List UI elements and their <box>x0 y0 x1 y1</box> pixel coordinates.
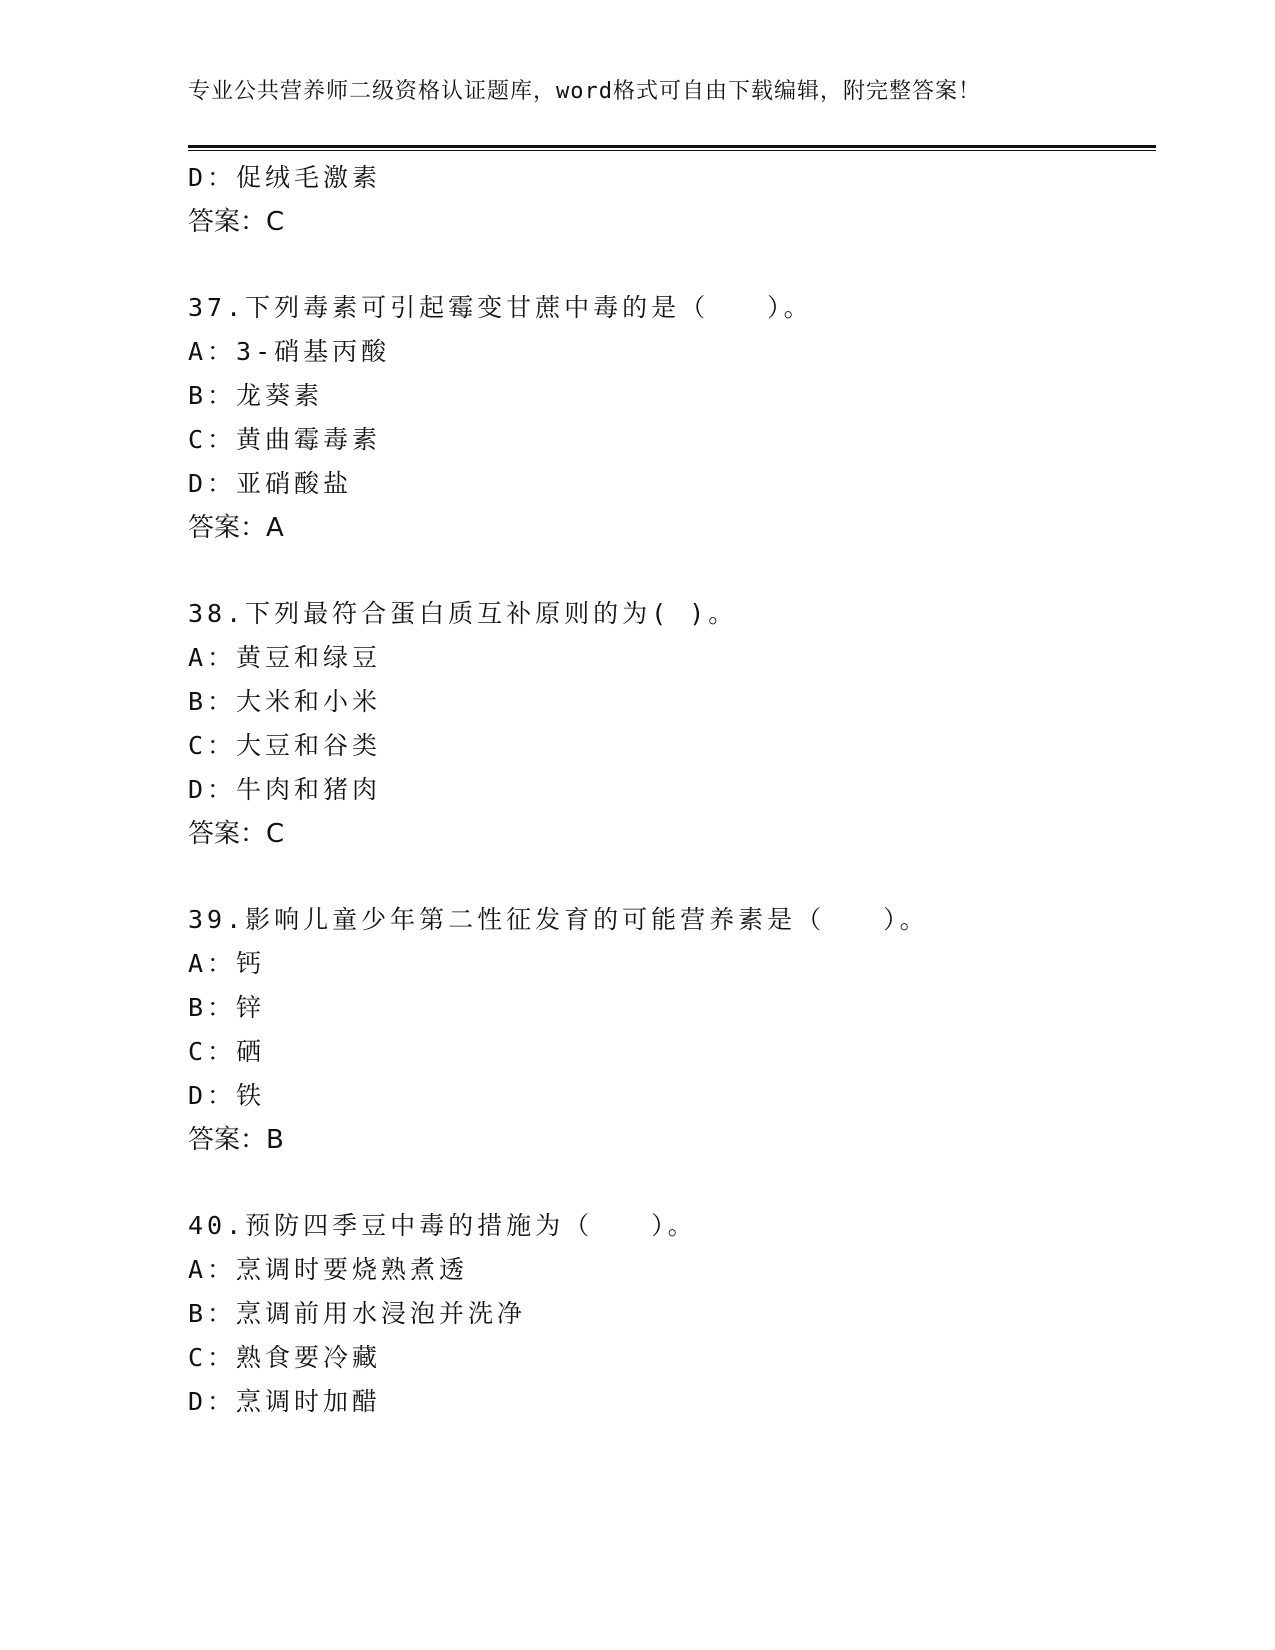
question-37-option-a: A：3-硝基丙酸 <box>188 337 391 366</box>
prev-answer: 答案：C <box>188 207 285 237</box>
question-39-stem: 39.影响儿童少年第二性征发育的可能营养素是（ ）。 <box>188 905 929 934</box>
question-39-option-a: A：钙 <box>188 949 266 978</box>
question-37-answer: 答案：A <box>188 513 284 543</box>
question-40-option-a: A：烹调时要烧熟煮透 <box>188 1255 469 1284</box>
question-38-answer: 答案：C <box>188 819 285 849</box>
question-37-option-d: D：亚硝酸盐 <box>188 469 353 498</box>
question-39-option-c: C：硒 <box>188 1037 266 1066</box>
question-38-stem: 38.下列最符合蛋白质互补原则的为( )。 <box>188 599 738 628</box>
question-38-option-c: C：大豆和谷类 <box>188 731 382 760</box>
header-rule-thin <box>188 150 1156 151</box>
question-40-option-b: B：烹调前用水浸泡并洗净 <box>188 1299 527 1328</box>
prev-option-d: D：促绒毛激素 <box>188 163 382 192</box>
question-37-option-b: B：龙葵素 <box>188 381 324 410</box>
question-40-option-c: C：熟食要冷藏 <box>188 1343 382 1372</box>
question-39-option-b: B：锌 <box>188 993 266 1022</box>
question-39-answer: 答案：B <box>188 1125 284 1155</box>
question-37-option-c: C：黄曲霉毒素 <box>188 425 382 454</box>
question-39-option-d: D：铁 <box>188 1081 266 1110</box>
page-header: 专业公共营养师二级资格认证题库，word格式可自由下载编辑，附完整答案！ <box>188 79 981 104</box>
question-38-option-b: B：大米和小米 <box>188 687 382 716</box>
header-rule-thick <box>188 145 1156 148</box>
question-38-option-a: A：黄豆和绿豆 <box>188 643 382 672</box>
question-38-option-d: D：牛肉和猪肉 <box>188 775 382 804</box>
question-40-stem: 40.预防四季豆中毒的措施为（ ）。 <box>188 1211 697 1240</box>
question-40-option-d: D：烹调时加醋 <box>188 1387 382 1416</box>
question-37-stem: 37.下列毒素可引起霉变甘蔗中毒的是（ ）。 <box>188 293 813 322</box>
